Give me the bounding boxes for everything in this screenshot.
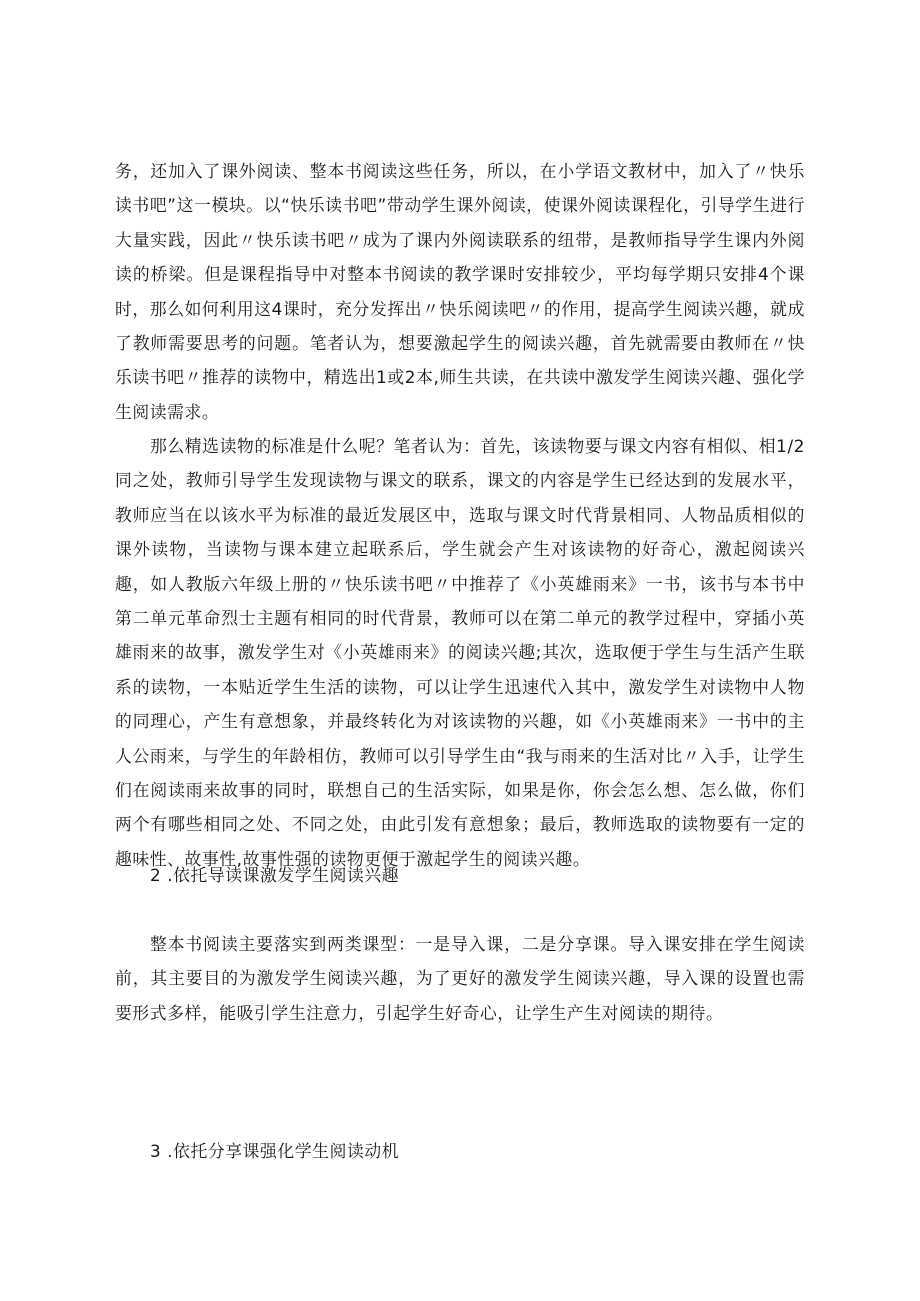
- paragraph-1: 务，还加入了课外阅读、整本书阅读这些任务，所以，在小学语文教材中，加入了〃快乐读书吧”这一模块。以“快乐读书吧”带动学生课外阅读，使课外阅读课程化，引导学生进行大量实践，因此〃快乐读书吧〃成为了课内外阅读联系的纽带，是教师指导学生课内外阅读的桥梁。但是课程指导中对整本书阅读的教学课时安排较少，平均每学期只安排4个课时，那么如何利用这4课时，充分发挥出〃快乐阅读吧〃的作用，提高学生阅读兴趣，就成了教师需要思考的问题。笔者认为，想要激起学生的阅读兴趣，首先就需要由教师在〃快乐读书吧〃推荐的读物中，精选出1或2本,师生共读，在共读中激发学生阅读兴趣、强化学生阅读需求。: [115, 161, 805, 422]
- section-heading-2: 2 .依托导读课激发学生阅读兴趣: [150, 865, 400, 885]
- paragraph-2: 那么精选读物的标准是什么呢？笔者认为：首先，该读物要与课文内容有相似、相1/2同之处，教师引导学生发现读物与课文的联系，课文的内容是学生已经达到的发展水平，教师应当在以该水平为标准的最近发展区中，选取与课文时代背景相同、人物品质相似的课外读物，当读物与课本建立起联系后，学生就会产生对该读物的好奇心，激起阅读兴趣，如人教版六年级上册的〃快乐读书吧〃中推荐了《小英雄雨来》一书，该书与本书中第二单元革命烈士主题有相同的时代背景，教师可以在第二单元的教学过程中，穿插小英雄雨来的故事，激发学生对《小英雄雨来》的阅读兴趣;其次，选取便于学生与生活产生联系的读物，一本贴近学生生活的读物，可以让学生迅速代入其中，激发学生对读物中人物的同理心，产生有意想象，并最终转化为对该读物的兴趣，如《小英雄雨来》一书中的主人公雨来，与学生的年龄相仿，教师可以引导学生由“我与雨来的生活对比〃入手，让学生们在阅读雨来故事的同时，联想自己的生活实际，如果是你，你会怎么想、怎么做，你们两个有哪些相同之处、不同之处，由此引发有意想象；最后，教师选取的读物要有一定的趣味性、故事性,故事性强的读物更便于激起学生的阅读兴趣。: [115, 436, 805, 869]
- paragraph-3: 整本书阅读主要落实到两类课型：一是导入课，二是分享课。导入课安排在学生阅读前，其主要目的为激发学生阅读兴趣，为了更好的激发学生阅读兴趣，导入课的设置也需要形式多样，能吸引学生注意力，引起学生好奇心，让学生产生对阅读的期待。: [115, 934, 805, 1023]
- section-heading-3: 3 .依托分享课强化学生阅读动机: [150, 1141, 400, 1161]
